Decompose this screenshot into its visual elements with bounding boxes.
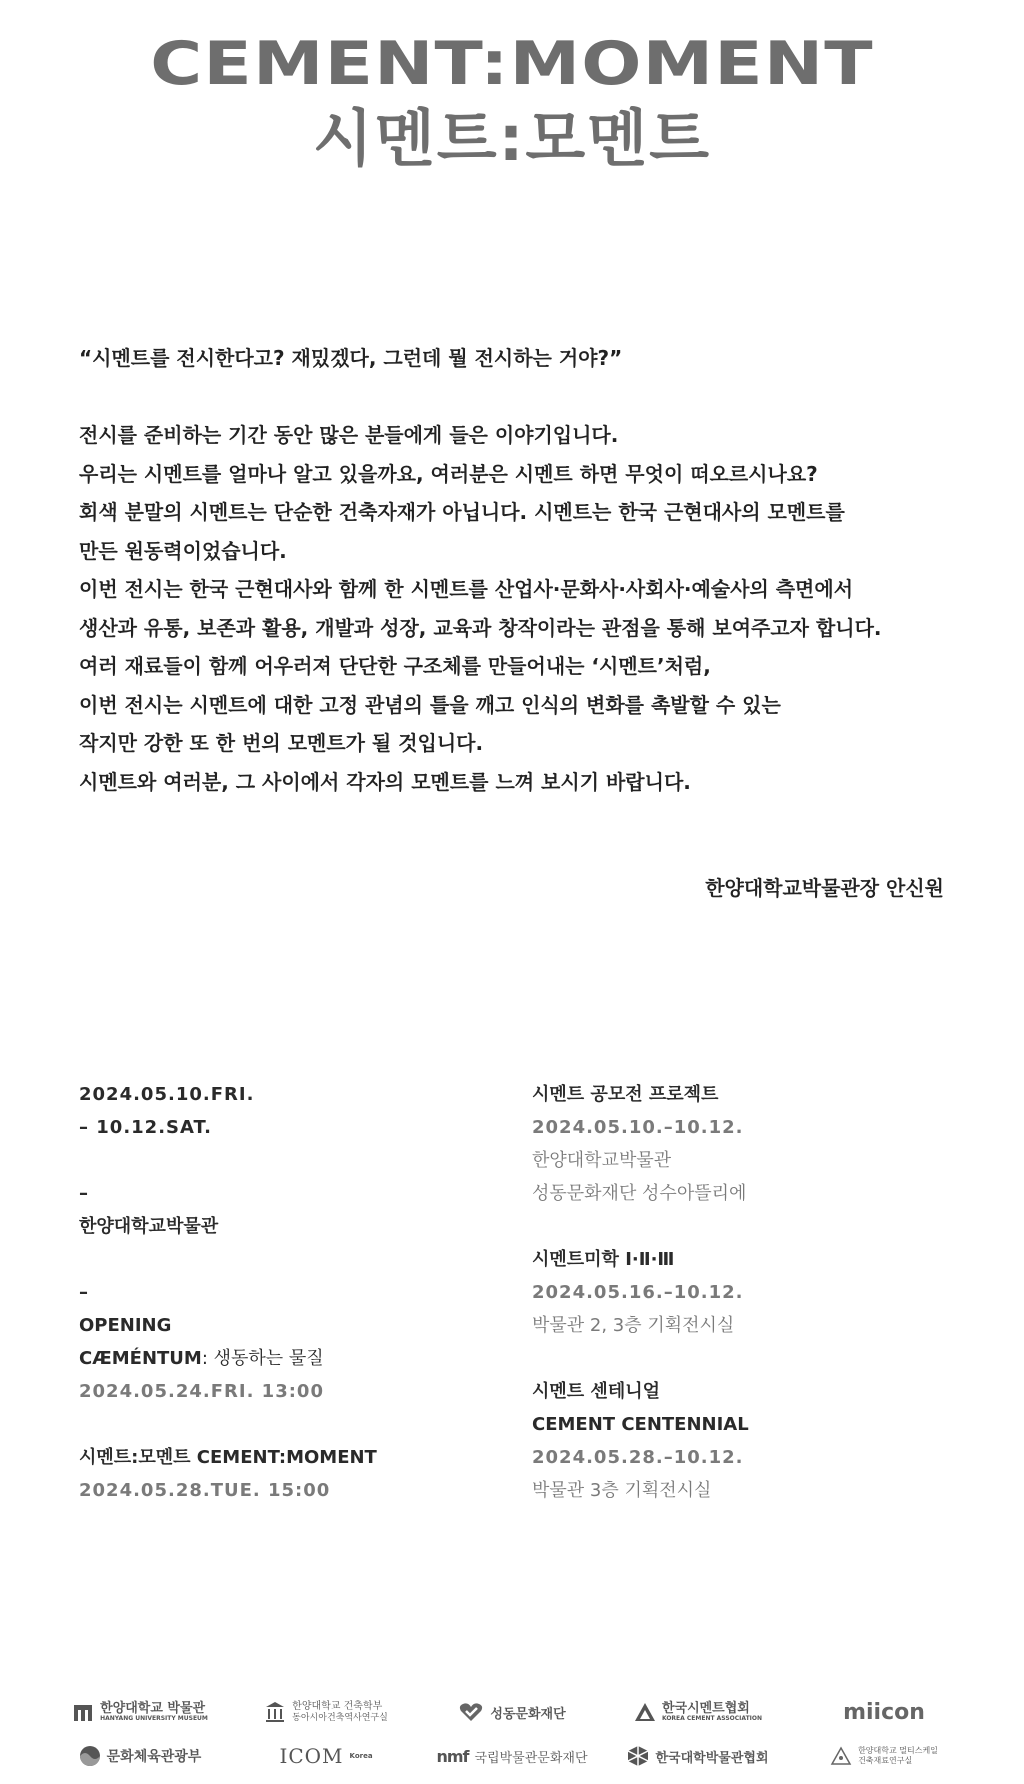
exhibition-date-end: – 10.12.SAT. [79, 1117, 212, 1138]
program-title: 시멘트 공모전 프로젝트 [532, 1084, 719, 1105]
body-line: 이번 전시는 한국 근현대사와 함께 한 시멘트를 산업사·문화사·사회사·예술사의 측면에서 [79, 577, 854, 601]
program-date: 2024.05.16.–10.12. [532, 1282, 744, 1303]
logo-row [60, 1734, 964, 1778]
logo-name: 한양대학교 박물관 [100, 1700, 206, 1716]
body-line: 작지만 강한 또 한 번의 모멘트가 될 것입니다. [79, 731, 484, 755]
logo-name: 한양대학교 멀티스케일 [858, 1746, 938, 1756]
body-line: 회색 분말의 시멘트는 단순한 건축자재가 아닙니다. 시멘트는 한국 근현대사의 모멘트를 [79, 500, 845, 524]
program-place: 박물관 3층 기획전시실 [532, 1480, 712, 1501]
program-place: 성동문화재단 성수아뜰리에 [532, 1183, 747, 1204]
sponsor-logos [60, 1690, 964, 1778]
program-title: 시멘트미학 Ⅰ·Ⅱ·Ⅲ [532, 1249, 675, 1270]
pillars-icon [264, 1701, 286, 1723]
program-title: 시멘트 센테니얼 [532, 1381, 660, 1402]
logo-hanyang-museum [60, 1701, 220, 1723]
logo-name: miicon [843, 1699, 925, 1725]
logo-name: 성동문화재단 [490, 1706, 566, 1722]
taegeuk-icon [79, 1745, 101, 1767]
program-title-en: CEMENT CENTENNIAL [532, 1414, 749, 1435]
cube-icon [627, 1745, 649, 1767]
body-line: 여러 재료들이 함께 어우러져 단단한 구조체를 만들어내는 ‘시멘트’처럼, [79, 654, 711, 678]
logo-name: 국립박물관문화재단 [474, 1750, 588, 1766]
logo-sub: Korea [349, 1752, 373, 1760]
exhibition-title-en: CEMENT:MOMENT [150, 29, 874, 99]
logo-hanyang-architecture [246, 1701, 406, 1724]
opening-label: OPENING [79, 1315, 172, 1336]
triangle-outline-icon [830, 1746, 852, 1766]
museum-icon [72, 1701, 94, 1723]
program-place: 박물관 2, 3층 기획전시실 [532, 1315, 735, 1336]
program-date: 2024.05.10.–10.12. [532, 1117, 744, 1138]
exhibition-date-start: 2024.05.10.FRI. [79, 1084, 255, 1105]
logo-cement-association [618, 1702, 778, 1723]
body-line: 생산과 유통, 보존과 활용, 개발과 성장, 교육과 창작이라는 관점을 통해 보여주고자 합니다. [79, 615, 882, 640]
event-title-en: CÆMÉNTUM [79, 1348, 202, 1369]
logo-name: 한국시멘트협회 [661, 1700, 750, 1716]
exhibition-info [79, 1078, 499, 1507]
logo-icom [246, 1744, 406, 1768]
logo-seongdong-foundation [432, 1701, 592, 1723]
logo-sub: 건축재료연구실 [858, 1756, 913, 1765]
logo-university-museum-assoc [618, 1745, 778, 1767]
heart-check-icon [458, 1701, 484, 1723]
logo-sub: KOREA CEMENT ASSOCIATION [661, 1714, 763, 1722]
logo-name: 문화체육관광부 [106, 1749, 202, 1765]
logo-name: 한양대학교 건축학부 [292, 1700, 383, 1712]
body-line: 시멘트와 여러분, 그 사이에서 각자의 모멘트를 느껴 보시기 바랍니다. [79, 769, 691, 794]
logo-multiscale-lab [804, 1746, 964, 1766]
ceremony-event-title: 시멘트:모멘트 CEMENT:MOMENT [79, 1447, 377, 1468]
opening-event-time: 2024.05.24.FRI. 13:00 [79, 1381, 324, 1402]
triangle-icon [634, 1702, 656, 1722]
logo-row [60, 1690, 964, 1734]
logo-nmf [432, 1747, 592, 1766]
ceremony-event-time: 2024.05.28.TUE. 15:00 [79, 1480, 331, 1501]
program-place: 한양대학교박물관 [532, 1150, 672, 1171]
program-list [532, 1078, 952, 1507]
logo-miicon [804, 1700, 964, 1725]
body-line: 만든 원동력이었습니다. [79, 538, 287, 563]
logo-prefix: nmf [436, 1746, 469, 1766]
director-signature: 한양대학교박물관장 안신원 [705, 876, 944, 900]
exhibition-title-ko: 시멘트:모멘트 [312, 102, 712, 175]
logo-name: 한국대학박물관협회 [655, 1750, 769, 1766]
logo-name: ICOM [279, 1744, 344, 1768]
logo-sub: 동아시아건축역사연구실 [292, 1712, 388, 1723]
separator-dash: – [79, 1183, 88, 1204]
event-title-ko: : 생동하는 물질 [201, 1348, 324, 1369]
body-line: 이번 전시는 시멘트에 대한 고정 관념의 틀을 깨고 인식의 변화를 촉발할 수 있는 [79, 692, 781, 717]
body-line: 전시를 준비하는 기간 동안 많은 분들에게 들은 이야기입니다. [79, 423, 619, 447]
program-date: 2024.05.28.–10.12. [532, 1447, 744, 1468]
logo-ministry-culture [60, 1745, 220, 1767]
body-line: 우리는 시멘트를 얼마나 알고 있을까요, 여러분은 시멘트 하면 무엇이 떠오르시나요? [79, 461, 818, 486]
intro-quote: “시멘트를 전시한다고? 재밌겠다, 그런데 뭘 전시하는 거야?” [79, 346, 623, 370]
separator-dash: – [79, 1282, 88, 1303]
intro-body [79, 416, 882, 801]
exhibition-venue: 한양대학교박물관 [79, 1216, 219, 1237]
opening-event-title [79, 1342, 499, 1375]
logo-sub: HANYANG UNIVERSITY MUSEUM [100, 1714, 208, 1722]
